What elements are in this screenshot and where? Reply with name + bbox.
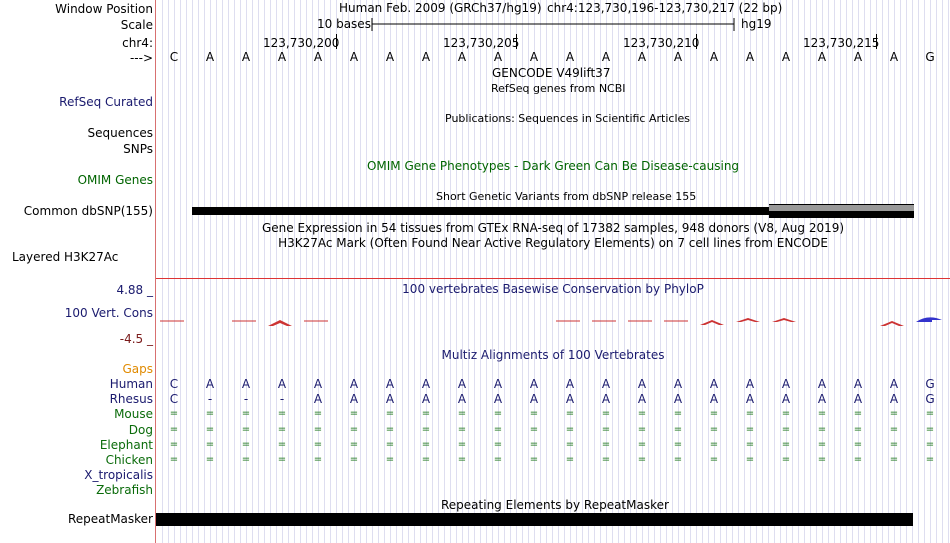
alignment-base: = <box>925 439 935 450</box>
alignment-base: A <box>349 392 359 406</box>
alignment-base: = <box>313 439 323 450</box>
sequence-base: A <box>493 50 503 64</box>
scale-db: hg19 <box>741 17 772 31</box>
alignment-base: = <box>349 408 359 419</box>
alignment-base: = <box>529 424 539 435</box>
alignment-base: = <box>925 408 935 419</box>
alignment-base: = <box>385 439 395 450</box>
alignment-base: = <box>565 439 575 450</box>
alignment-base: = <box>169 424 179 435</box>
species-label[interactable]: Rhesus <box>109 392 153 406</box>
alignment-base: A <box>601 392 611 406</box>
position-coords[interactable]: chr4:123,730,196-123,730,217 (22 bp) <box>547 1 783 15</box>
refseq-track-desc: RefSeq genes from NCBI <box>491 82 626 95</box>
alignment-base: = <box>421 408 431 419</box>
sequence-base: A <box>349 50 359 64</box>
alignment-base: = <box>277 439 287 450</box>
sequence-base: A <box>709 50 719 64</box>
alignment-base: = <box>601 439 611 450</box>
alignment-base: = <box>817 408 827 419</box>
alignment-base: = <box>277 424 287 435</box>
species-label[interactable]: Elephant <box>99 438 153 452</box>
phylop-signal <box>0 312 950 328</box>
alignment-base: = <box>493 424 503 435</box>
h3k27ac-track-desc: H3K27Ac Mark (Often Found Near Active Regulatory Elements) on 7 cell lines from ENCODE <box>278 236 828 250</box>
alignment-base: = <box>781 424 791 435</box>
alignment-base: = <box>529 439 539 450</box>
species-label[interactable]: Dog <box>128 423 153 437</box>
sequence-base: A <box>529 50 539 64</box>
sequence-base: A <box>385 50 395 64</box>
strand-arrow-label: ---> <box>129 51 153 65</box>
alignment-base: A <box>781 377 791 391</box>
alignment-base: A <box>529 392 539 406</box>
alignment-base: - <box>207 392 213 406</box>
alignment-base: = <box>889 439 899 450</box>
alignment-base: A <box>709 377 719 391</box>
alignment-base: A <box>205 377 215 391</box>
sequence-base: A <box>205 50 215 64</box>
alignment-base: = <box>745 424 755 435</box>
sequence-base: A <box>421 50 431 64</box>
alignment-base: A <box>313 377 323 391</box>
snps-track-label[interactable]: SNPs <box>123 142 153 156</box>
alignment-base: = <box>601 454 611 465</box>
alignment-base: = <box>745 408 755 419</box>
omim-track-desc: OMIM Gene Phenotypes - Dark Green Can Be Disease-causing <box>366 159 740 173</box>
alignment-base: = <box>169 408 179 419</box>
alignment-base: = <box>565 424 575 435</box>
alignment-base: = <box>709 439 719 450</box>
alignment-base: A <box>277 377 287 391</box>
alignment-base: A <box>745 377 755 391</box>
alignment-base: - <box>243 392 249 406</box>
alignment-base: A <box>637 377 647 391</box>
phylop-max-label: 4.88 _ <box>116 283 153 297</box>
alignment-base: A <box>385 377 395 391</box>
refseq-track-label[interactable]: RefSeq Curated <box>59 95 153 109</box>
sequence-base: A <box>853 50 863 64</box>
alignment-base: = <box>313 454 323 465</box>
alignment-base: = <box>349 424 359 435</box>
alignment-base: = <box>529 408 539 419</box>
sequence-base: A <box>601 50 611 64</box>
alignment-base: = <box>781 408 791 419</box>
alignment-base: = <box>313 408 323 419</box>
alignment-base: = <box>421 424 431 435</box>
alignment-base: = <box>817 424 827 435</box>
alignment-base: = <box>673 424 683 435</box>
alignment-base: = <box>673 408 683 419</box>
tick-label: 123,730,215 <box>803 36 880 50</box>
alignment-base: = <box>385 424 395 435</box>
species-label[interactable]: Human <box>109 377 153 391</box>
alignment-base: = <box>457 424 467 435</box>
alignment-base: = <box>889 424 899 435</box>
alignment-base: = <box>637 408 647 419</box>
scale-text: 10 bases <box>317 17 371 31</box>
scale-label: Scale <box>120 18 153 32</box>
alignment-base: = <box>169 454 179 465</box>
species-label[interactable]: X_tropicalis <box>84 468 153 482</box>
alignment-base: A <box>781 392 791 406</box>
alignment-base: = <box>889 408 899 419</box>
alignment-base: = <box>745 439 755 450</box>
sequences-track-label[interactable]: Sequences <box>87 126 153 140</box>
alignment-base: = <box>349 439 359 450</box>
publications-track-desc: Publications: Sequences in Scientific Articles <box>445 112 690 125</box>
sequence-base: A <box>817 50 827 64</box>
sequence-base: A <box>565 50 575 64</box>
alignment-base: = <box>853 454 863 465</box>
tick-label: 123,730,205 <box>443 36 520 50</box>
alignment-base: = <box>277 408 287 419</box>
species-label[interactable]: Chicken <box>105 453 153 467</box>
repeat-track-label[interactable]: RepeatMasker <box>67 512 153 526</box>
alignment-base: = <box>241 424 251 435</box>
repeat-feature-bar[interactable] <box>156 513 913 526</box>
sequence-base: A <box>781 50 791 64</box>
alignment-base: = <box>205 408 215 419</box>
alignment-base: = <box>601 408 611 419</box>
alignment-base: A <box>601 377 611 391</box>
alignment-base: A <box>853 392 863 406</box>
alignment-base: = <box>421 454 431 465</box>
alignment-base: A <box>889 392 899 406</box>
alignment-base: A <box>421 392 431 406</box>
alignment-base: = <box>493 454 503 465</box>
sequence-base: A <box>457 50 467 64</box>
alignment-base: G <box>925 377 935 391</box>
alignment-base: = <box>637 424 647 435</box>
alignment-base: = <box>241 454 251 465</box>
gaps-label: Gaps <box>122 362 153 376</box>
alignment-base: A <box>493 392 503 406</box>
alignment-base: A <box>853 377 863 391</box>
sequence-base: A <box>889 50 899 64</box>
alignment-base: A <box>457 392 467 406</box>
alignment-base: = <box>457 439 467 450</box>
alignment-base: A <box>565 392 575 406</box>
alignment-base: A <box>889 377 899 391</box>
alignment-base: = <box>925 454 935 465</box>
alignment-base: = <box>817 439 827 450</box>
alignment-base: = <box>205 454 215 465</box>
alignment-base: = <box>277 454 287 465</box>
sequence-base: C <box>169 50 179 64</box>
alignment-base: A <box>493 377 503 391</box>
alignment-base: A <box>313 392 323 406</box>
sequence-base: A <box>637 50 647 64</box>
alignment-base: A <box>457 377 467 391</box>
alignment-base: = <box>637 439 647 450</box>
alignment-base: A <box>565 377 575 391</box>
alignment-base: A <box>709 392 719 406</box>
alignment-base: = <box>493 439 503 450</box>
alignment-base: G <box>925 392 935 406</box>
alignment-base: C <box>169 377 179 391</box>
alignment-base: = <box>817 454 827 465</box>
alignment-base: = <box>385 454 395 465</box>
alignment-base: = <box>709 454 719 465</box>
alignment-base: = <box>241 439 251 450</box>
alignment-base: = <box>709 424 719 435</box>
tick-label: 123,730,200 <box>263 36 340 50</box>
alignment-base: A <box>637 392 647 406</box>
alignment-base: = <box>241 408 251 419</box>
alignment-base: - <box>279 392 285 406</box>
omim-track-label[interactable]: OMIM Genes <box>77 173 153 187</box>
phylop-min-label: -4.5 _ <box>119 332 153 346</box>
alignment-base: = <box>601 424 611 435</box>
alignment-base: A <box>385 392 395 406</box>
alignment-base: = <box>673 454 683 465</box>
species-label[interactable]: Zebrafish <box>96 483 153 497</box>
alignment-base: = <box>313 424 323 435</box>
alignment-base: = <box>529 454 539 465</box>
gencode-track-title[interactable]: GENCODE V49lift37 <box>492 66 611 80</box>
alignment-base: = <box>385 408 395 419</box>
alignment-base: = <box>709 408 719 419</box>
cons-track-label[interactable]: 100 Vert. Cons <box>64 306 153 320</box>
alignment-base: A <box>817 392 827 406</box>
dbsnp-feature-highlight <box>769 205 914 211</box>
tick-label: 123,730,210 <box>623 36 700 50</box>
dbsnp-track-desc: Short Genetic Variants from dbSNP release 155 <box>436 190 697 203</box>
alignment-base: = <box>205 424 215 435</box>
alignment-base: A <box>421 377 431 391</box>
sequence-base: A <box>241 50 251 64</box>
repeat-track-desc: Repeating Elements by RepeatMasker <box>441 498 669 512</box>
scale-bar <box>371 18 735 32</box>
window-position-label: Window Position <box>55 2 153 16</box>
alignment-base: = <box>565 408 575 419</box>
tick-marks <box>0 34 950 50</box>
alignment-base: A <box>241 377 251 391</box>
alignment-base: = <box>889 454 899 465</box>
alignment-base: = <box>637 454 647 465</box>
gtex-track-desc: Gene Expression in 54 tissues from GTEx RNA-seq of 17382 samples, 948 donors (V8, Aug 2019) <box>261 221 845 235</box>
alignment-base: = <box>853 408 863 419</box>
alignment-base: A <box>817 377 827 391</box>
assembly-name: Human Feb. 2009 (GRCh37/hg19) <box>339 1 542 15</box>
alignment-base: = <box>925 424 935 435</box>
dbsnp-feature-bar[interactable] <box>192 207 769 215</box>
sequence-base: A <box>673 50 683 64</box>
species-label[interactable]: Mouse <box>114 407 153 421</box>
multiz-track-desc: Multiz Alignments of 100 Vertebrates <box>441 348 665 362</box>
alignment-base: = <box>169 439 179 450</box>
alignment-base: = <box>349 454 359 465</box>
alignment-base: A <box>745 392 755 406</box>
sequence-base: A <box>745 50 755 64</box>
base-sequence-row <box>0 50 950 64</box>
sequence-base: G <box>925 50 935 64</box>
alignment-base: A <box>349 377 359 391</box>
alignment-base: = <box>421 439 431 450</box>
alignment-base: = <box>493 408 503 419</box>
sequence-base: A <box>277 50 287 64</box>
alignment-base: = <box>457 454 467 465</box>
alignment-base: = <box>205 439 215 450</box>
phylop-track-desc: 100 vertebrates Basewise Conservation by PhyloP <box>402 282 704 296</box>
alignment-base: = <box>781 454 791 465</box>
alignment-base: C <box>169 392 179 406</box>
alignment-base: A <box>673 392 683 406</box>
alignment-base: A <box>673 377 683 391</box>
alignment-base: = <box>457 408 467 419</box>
dbsnp-track-label[interactable]: Common dbSNP(155) <box>23 204 153 218</box>
alignment-base: = <box>745 454 755 465</box>
alignment-base: A <box>529 377 539 391</box>
track-divider <box>156 278 950 279</box>
chrom-label: chr4: <box>122 36 153 50</box>
alignment-base: = <box>565 454 575 465</box>
h3k27ac-track-label[interactable]: Layered H3K27Ac <box>12 250 119 264</box>
alignment-base: = <box>781 439 791 450</box>
alignment-base: = <box>853 439 863 450</box>
sequence-base: A <box>313 50 323 64</box>
alignment-base: = <box>853 424 863 435</box>
alignment-base: = <box>673 439 683 450</box>
